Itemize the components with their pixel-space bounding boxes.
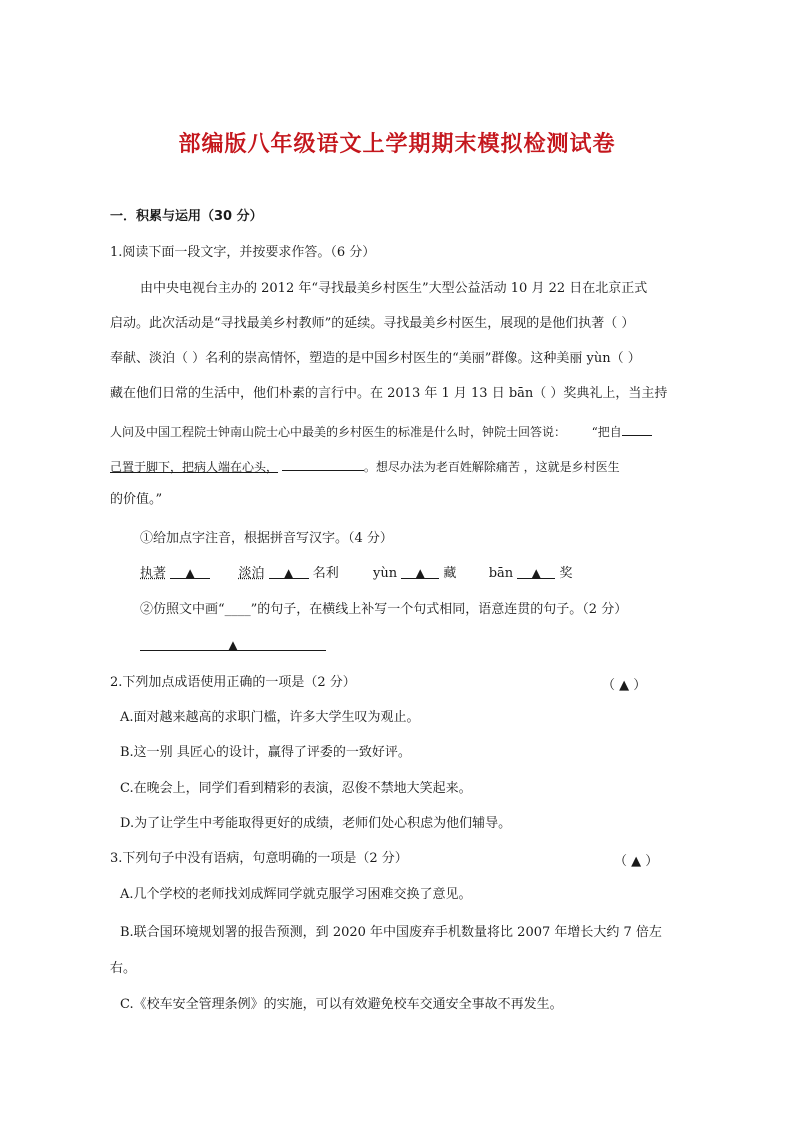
question-2-option-a: A.面对越来越高的求职门槛，许多大学生叹为观止。 (120, 710, 420, 725)
sub-question-1: ①给加点字注音，根据拼音写汉字。（4 分） (140, 531, 393, 546)
question-3-option-b-cont: 右。 (110, 961, 137, 976)
sub1-answer-row (140, 564, 572, 583)
imitation-blank (282, 456, 364, 471)
sub1-item-4-blank[interactable]: ▲ (517, 564, 555, 579)
question-2-answer-bracket[interactable]: （ ▲ ） (602, 678, 647, 693)
sub1-item-3-label: yùn (373, 566, 398, 581)
question-2-option-c: C.在晚会上，同学们看到精彩的表演，忍俊不禁地大笑起来。 (120, 781, 472, 796)
question-3-option-a: A.几个学校的老师找刘成辉同学就克服学习困难交换了意见。 (120, 887, 472, 902)
sub-question-2: ②仿照文中画“____”的句子，在横线上补写一个句式相同，语意连贯的句子。（2 分） (140, 602, 628, 617)
question-2-stem: 2.下列加点成语使用正确的一项是（2 分） (110, 675, 356, 690)
question-2-option-d: D.为了让学生中考能取得更好的成绩，老师们处心积虑为他们辅导。 (120, 816, 512, 831)
passage-line-5 (110, 421, 652, 441)
question-3-answer-bracket[interactable]: （ ▲ ） (614, 854, 659, 869)
sub2-blank[interactable]: ▲ (140, 636, 326, 651)
sub1-item-2-label: 淡泊 (238, 566, 265, 581)
passage-line-3: 奉献、淡泊（ ）名利的崇高情怀，塑造的是中国乡村医生的“美丽”群像。这种美丽 yùn（ ） (110, 351, 641, 366)
page-title: 部编版八年级语文上学期期末模拟检测试卷 (178, 132, 616, 157)
sub1-item-4-suffix: 奖 (559, 566, 573, 581)
passage-line-7: 的价值。” (110, 492, 163, 507)
passage-line-6-rest: 。想尽办法为老百姓解除痛苦 ，这就是乡村医生 (363, 460, 620, 474)
passage-line-6 (110, 456, 620, 476)
question-2-option-b: B.这一别 具匠心的设计，赢得了评委的一致好评。 (120, 745, 411, 760)
sub1-item-4-label: bān (488, 566, 514, 581)
sub1-item-2-blank[interactable]: ▲ (269, 564, 309, 579)
passage-line-1: 由中央电视台主办的 2012 年“寻找最美乡村医生”大型公益活动 10 月 22 日在北京正式 (140, 281, 648, 296)
section-heading: 一．积累与运用（30 分） (110, 209, 263, 224)
sub1-item-1-label: 执著 (140, 566, 167, 581)
sub1-item-2-suffix: 名利 (312, 566, 339, 581)
question-3-stem: 3.下列句子中没有语病，句意明确的一项是（2 分） (110, 851, 408, 866)
fill-blank (622, 421, 652, 436)
sub1-item-3-suffix: 藏 (443, 566, 457, 581)
sub1-item-3-blank[interactable]: ▲ (401, 564, 439, 579)
sub2-answer-line[interactable] (140, 636, 326, 655)
passage-line-5-text: 人问及中国工程院士钟南山院士心中最美的乡村医生的标准是什么时，钟院士回答说： (110, 425, 567, 439)
question-3-option-c: C.《校车安全管理条例》的实施，可以有效避免校车交通安全事故不再发生。 (120, 997, 563, 1012)
passage-line-4: 藏在他们日常的生活中，他们朴素的言行中。在 2013 年 1 月 13 日 bān（ ）奖典礼上，当主持 (110, 386, 668, 401)
question-1-stem: 1.阅读下面一段文字，并按要求作答。（6 分） (110, 245, 376, 260)
passage-line-2: 启动。此次活动是“寻找最美乡村教师”的延续。寻找最美乡村医生，展现的是他们执著（ ） (110, 316, 635, 331)
underlined-sentence: 己置于脚下，把病人端在心头， (110, 460, 279, 474)
passage-line-5-quote: “把自 (591, 425, 622, 439)
sub1-item-1-blank[interactable]: ▲ (170, 564, 210, 579)
question-3-option-b: B.联合国环境规划署的报告预测，到 2020 年中国废弃手机数量将比 2007 年增长大约 7 倍左 (120, 925, 662, 940)
